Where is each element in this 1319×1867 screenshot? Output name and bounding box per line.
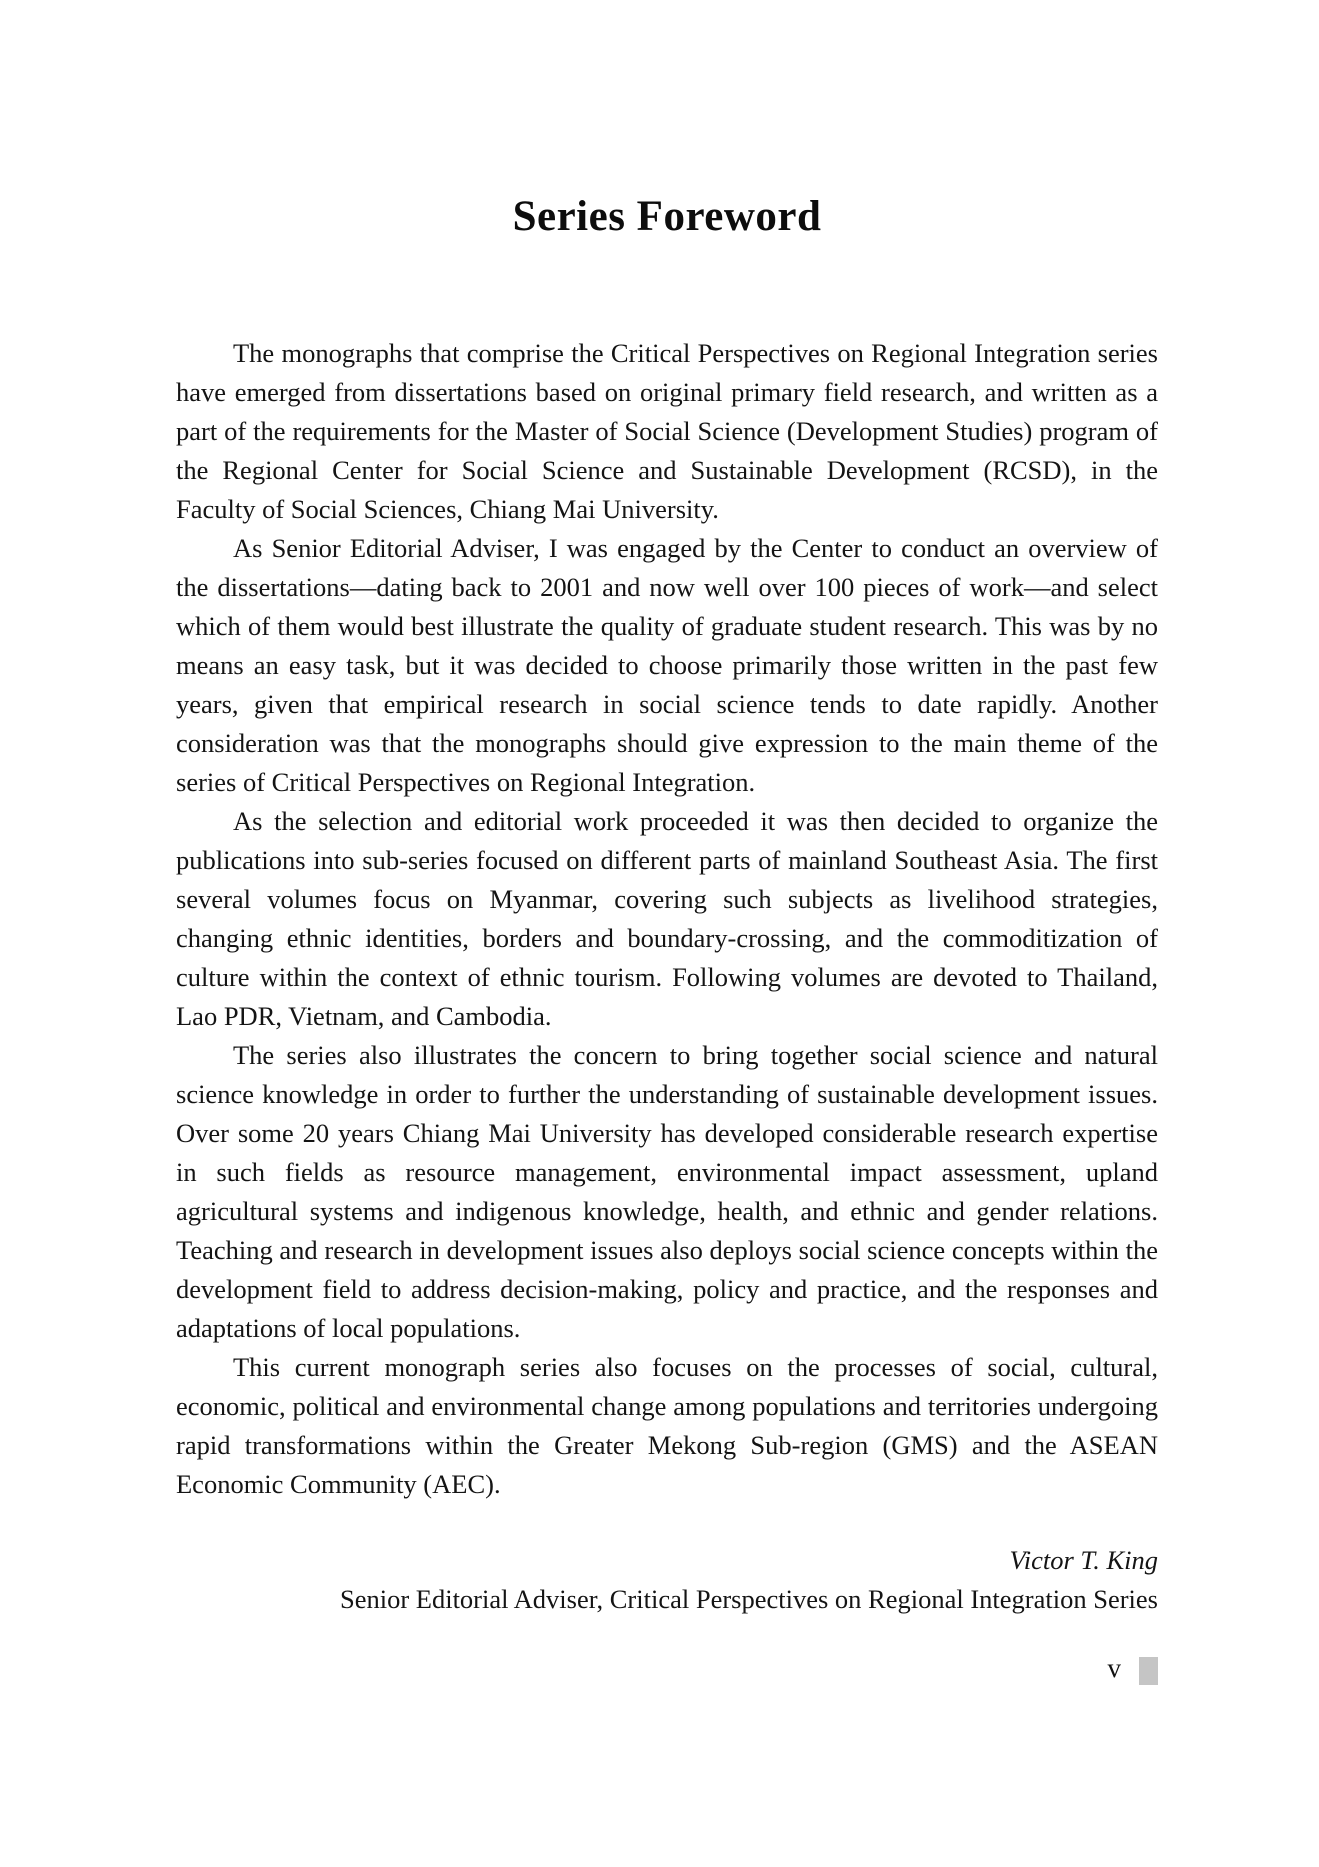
folio-marker-square <box>1139 1657 1158 1685</box>
paragraph: As the selection and editorial work proceeded it was then decided to organize the publications into sub-series focused on different parts of mainland Southeast Asia. The first several volumes focus on Myanmar, covering such subjects as livelihood strategies, changing ethnic identities, borders and boundary-crossing, and the commoditization of culture within the context of ethnic tourism. Following volumes are devoted to Thailand, Lao PDR, Vietnam, and Cambodia. <box>176 806 1158 1031</box>
page-number: v <box>1107 1653 1121 1683</box>
page-footer <box>1108 1652 1159 1685</box>
foreword-body <box>176 334 1158 1619</box>
signature-block <box>176 1541 1158 1619</box>
paragraph: The series also illustrates the concern to bring together social science and natural science knowledge in order to further the understanding of sustainable development issues. Over some 20 years Chiang Mai University has developed considerable research expertise in such fields as resource management, environmental impact assessment, upland agricultural systems and indigenous knowledge, health, and ethnic and gender relations. Teaching and research in development issues also deploys social science concepts within the development field to address decision-making, policy and practice, and the responses and adaptations of local populations. <box>176 1040 1158 1343</box>
paragraph: As Senior Editorial Adviser, I was engaged by the Center to conduct an overview of the dissertations—dating back to 2001 and now well over 100 pieces of work—and select which of them would best illustrate the quality of graduate student research. This was by no means an easy task, but it was decided to choose primarily those written in the past few years, given that empirical research in social science tends to date rapidly. Another consideration was that the monographs should give expression to the main theme of the series of Critical Perspectives on Regional Integration. <box>176 533 1158 797</box>
author-name: Victor T. King <box>1009 1545 1158 1575</box>
page-title: Series Foreword <box>512 192 822 240</box>
author-role: Senior Editorial Adviser, Critical Perspectives on Regional Integration Series <box>339 1584 1158 1614</box>
paragraph: The monographs that comprise the Critical Perspectives on Regional Integration series have emerged from dissertations based on original primary field research, and written as a part of the requirements for the Master of Social Science (Development Studies) program of the Regional Center for Social Science and Sustainable Development (RCSD), in the Faculty of Social Sciences, Chiang Mai University. <box>176 338 1158 524</box>
paragraph: This current monograph series also focuses on the processes of social, cultural, economic, political and environmental change among populations and territories undergoing rapid transformations within the Greater Mekong Sub-region (GMS) and the ASEAN Economic Community (AEC). <box>176 1352 1158 1499</box>
